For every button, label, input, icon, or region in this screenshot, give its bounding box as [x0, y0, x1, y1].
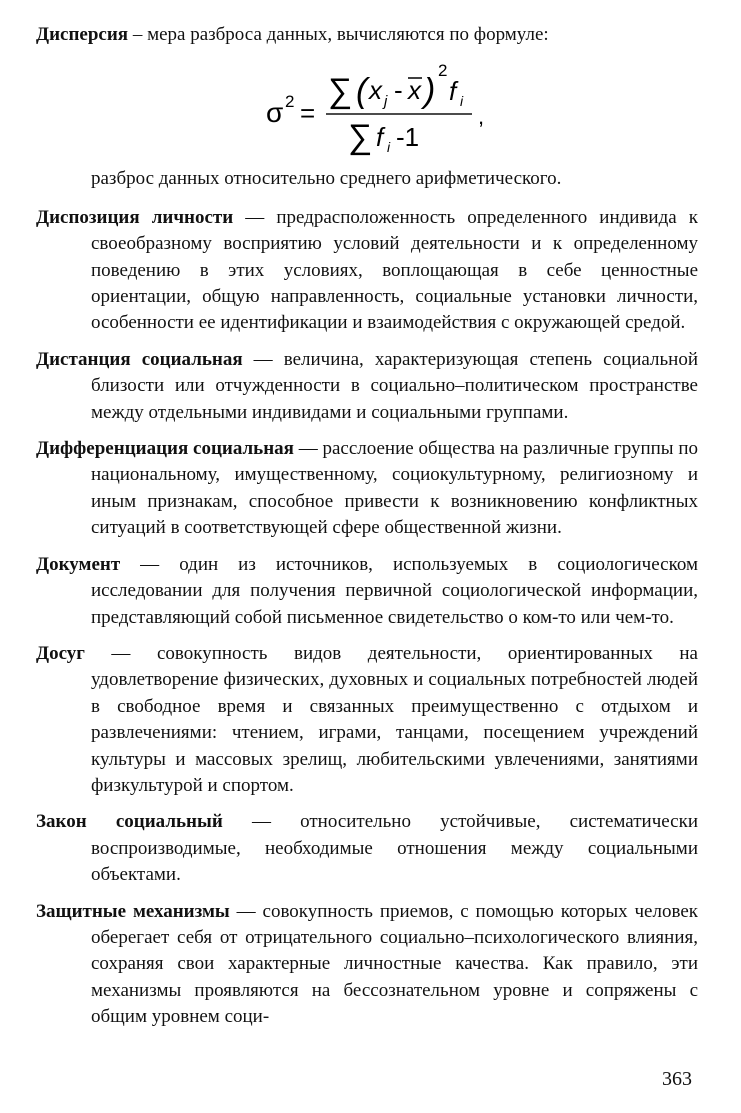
formula-explanation: разброс данных относительно среднего арифметического. — [91, 168, 562, 190]
entry-dispersion — [36, 22, 698, 48]
entry-leisure — [36, 641, 698, 799]
formula-num-f-sub: i — [460, 93, 464, 110]
formula-equals: = — [300, 98, 316, 129]
entry-definition: — относительно устойчивые, систематически воспроизводимые, необходимые отношения между социальными объектами. — [91, 811, 698, 886]
entry-personality-disposition — [36, 205, 698, 337]
formula-paren-close: ) — [424, 72, 436, 111]
formula-x-sub: j — [384, 93, 388, 111]
formula-num-f: f — [449, 76, 457, 107]
entry-social-law — [36, 809, 698, 888]
entry-document — [36, 552, 698, 631]
entry-term: Закон социальный — [36, 811, 223, 833]
page-number: 363 — [662, 1068, 692, 1090]
formula-den-minus-one: -1 — [396, 122, 420, 153]
formula-x: x — [369, 75, 382, 106]
formula-sigma: σ — [266, 97, 284, 129]
variance-formula-block — [36, 58, 698, 166]
entry-term: Документ — [36, 553, 121, 575]
dictionary-page — [36, 22, 698, 1041]
formula-paren-open: ( — [356, 72, 368, 111]
entry-term: Дистанция социальная — [36, 348, 243, 370]
entry-definition: — совокупность приемов, с помощью которых человек оберегает себя от отрицательного социально–психологического влияния, сохраняя свои характерные личностные качества. Как правило, эти механизмы проявляются на бессознательном уровне и сопряжены с общим уровнем соци- — [91, 900, 698, 1028]
entry-term: Досуг — [36, 642, 85, 664]
formula-den-f-sub: i — [387, 139, 391, 156]
entry-term: Диспозиция личности — [36, 206, 234, 228]
formula-sigma-exponent: 2 — [285, 92, 295, 112]
entry-definition: — величина, характеризующая степень социальной близости или отчужденности в социально–политическом пространстве между отдельными индивидами и социальными группами. — [91, 348, 698, 423]
variance-formula — [266, 62, 526, 162]
entry-definition: — предрасположенность определенного индивида к своеобразному восприятию условий деятельности и к определенному поведению в этих условиях, воплощающая в себе ценностные ориентации, общую направленность, социальные установки личности, особенности ее идентификации и взаимодействия с окружающей средой. — [91, 206, 698, 334]
formula-num-exponent: 2 — [438, 62, 448, 81]
formula-comma: , — [478, 104, 485, 130]
entry-definition: — один из источников, используемых в социологическом исследовании для получения первичной социологической информации, представляющий собой письменное свидетельство о ком-то или чем-то. — [91, 553, 698, 628]
entry-social-differentiation — [36, 436, 698, 542]
entry-term: Дисперсия — [36, 24, 129, 45]
entry-social-distance — [36, 347, 698, 426]
entry-defense-mechanisms — [36, 899, 698, 1031]
entry-definition: – мера разброса данных, вычисляются по формуле: — [128, 24, 549, 45]
formula-xbar: x — [408, 75, 421, 106]
entry-term: Дифференциация социальная — [36, 438, 294, 460]
formula-num-sum: ∑ — [328, 72, 353, 111]
entry-term: Защитные механизмы — [36, 900, 230, 922]
formula-den-sum: ∑ — [348, 118, 373, 157]
entry-definition: — совокупность видов деятельности, ориентированных на удовлетворение физических, духовных и социальных потребностей людей в свободное время и связанных преимущественно с отдыхом и развлечениями: чтением, играми, танцами, посещением учреждений культуры и массовых зрелищ, любительскими увлечениями, занятиями физкультурой и спортом. — [84, 642, 698, 796]
formula-minus: - — [394, 75, 403, 106]
entry-definition: — расслоение общества на различные группы по национальному, имущественному, социокультурному, религиозному и иным признакам, способное привести к возникновению конфликтных ситуаций в соответствующей сфере общественной жизни. — [91, 438, 698, 539]
formula-den-f: f — [376, 122, 384, 153]
